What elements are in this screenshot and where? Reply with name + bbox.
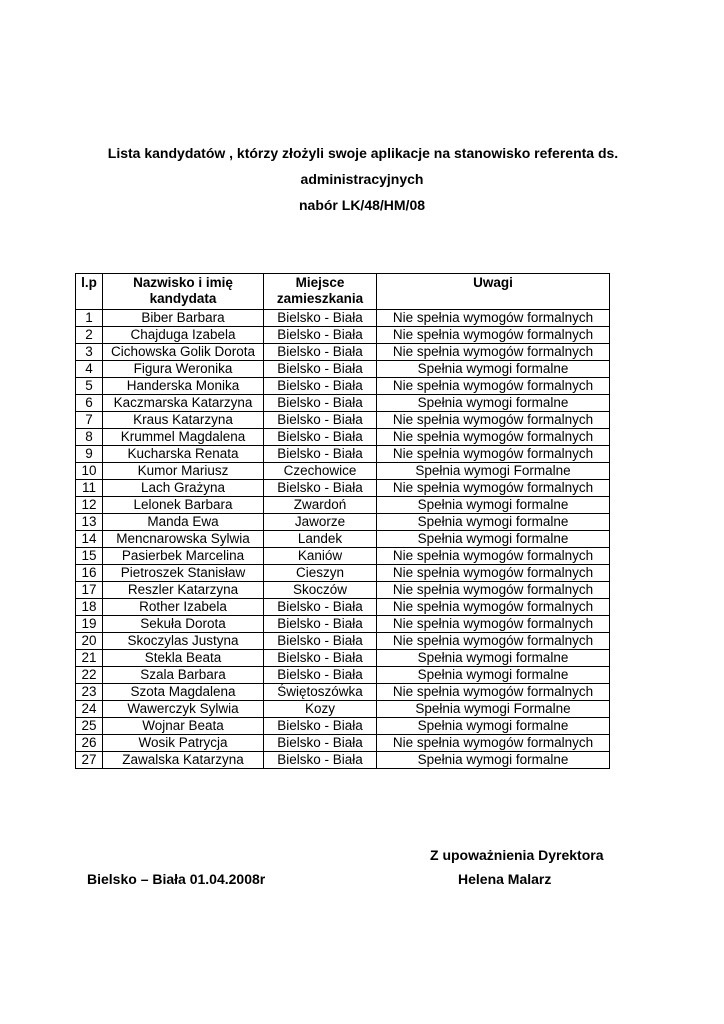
cell-notes: Spełnia wymogi Formalne (377, 463, 610, 480)
cell-place: Bielsko - Biała (264, 429, 377, 446)
authority-line: Z upoważnienia Dyrektora (430, 847, 604, 863)
cell-notes: Nie spełnia wymogów formalnych (377, 684, 610, 701)
cell-name: Lelonek Barbara (103, 497, 264, 514)
cell-name: Stekla Beata (103, 650, 264, 667)
cell-lp: 9 (76, 446, 103, 463)
cell-name: Mencnarowska Sylwia (103, 531, 264, 548)
cell-lp: 7 (76, 412, 103, 429)
cell-name: Kraus Katarzyna (103, 412, 264, 429)
table-row (76, 616, 610, 633)
cell-notes: Nie spełnia wymogów formalnych (377, 480, 610, 497)
cell-notes: Nie spełnia wymogów formalnych (377, 344, 610, 361)
cell-place: Bielsko - Biała (264, 752, 377, 769)
cell-lp: 2 (76, 327, 103, 344)
column-header-notes: Uwagi (377, 274, 610, 310)
cell-notes: Spełnia wymogi formalne (377, 667, 610, 684)
cell-lp: 1 (76, 310, 103, 327)
cell-lp: 23 (76, 684, 103, 701)
cell-name: Kucharska Renata (103, 446, 264, 463)
cell-place: Bielsko - Biała (264, 344, 377, 361)
cell-notes: Spełnia wymogi Formalne (377, 701, 610, 718)
cell-lp: 17 (76, 582, 103, 599)
cell-lp: 6 (76, 395, 103, 412)
cell-notes: Nie spełnia wymogów formalnych (377, 327, 610, 344)
table-row (76, 497, 610, 514)
cell-place: Bielsko - Biała (264, 327, 377, 344)
cell-name: Szala Barbara (103, 667, 264, 684)
cell-notes: Nie spełnia wymogów formalnych (377, 735, 610, 752)
cell-place: Bielsko - Biała (264, 633, 377, 650)
cell-place: Czechowice (264, 463, 377, 480)
table-row (76, 565, 610, 582)
table-row (76, 514, 610, 531)
table-row (76, 480, 610, 497)
cell-lp: 13 (76, 514, 103, 531)
cell-notes: Nie spełnia wymogów formalnych (377, 582, 610, 599)
cell-place: Świętoszówka (264, 684, 377, 701)
table-row (76, 395, 610, 412)
cell-notes: Nie spełnia wymogów formalnych (377, 310, 610, 327)
cell-name: Pietroszek Stanisław (103, 565, 264, 582)
table-row (76, 701, 610, 718)
cell-place: Bielsko - Biała (264, 667, 377, 684)
cell-lp: 21 (76, 650, 103, 667)
cell-notes: Spełnia wymogi formalne (377, 395, 610, 412)
table-row (76, 752, 610, 769)
table-row (76, 412, 610, 429)
cell-name: Reszler Katarzyna (103, 582, 264, 599)
cell-notes: Nie spełnia wymogów formalnych (377, 633, 610, 650)
cell-name: Lach Grażyna (103, 480, 264, 497)
cell-place: Bielsko - Biała (264, 378, 377, 395)
column-header-name: Nazwisko i imię kandydata (103, 274, 264, 310)
cell-place: Kozy (264, 701, 377, 718)
cell-place: Bielsko - Biała (264, 616, 377, 633)
cell-name: Zawalska Katarzyna (103, 752, 264, 769)
title-line-2: administracyjnych (300, 171, 424, 187)
cell-name: Manda Ewa (103, 514, 264, 531)
table-row (76, 633, 610, 650)
table-row (76, 378, 610, 395)
table-row (76, 344, 610, 361)
table-row (76, 429, 610, 446)
cell-place: Bielsko - Biała (264, 650, 377, 667)
table-row (76, 599, 610, 616)
table-row (76, 531, 610, 548)
cell-place: Bielsko - Biała (264, 395, 377, 412)
cell-place: Bielsko - Biała (264, 735, 377, 752)
cell-name: Cichowska Golik Dorota (103, 344, 264, 361)
cell-lp: 22 (76, 667, 103, 684)
cell-lp: 27 (76, 752, 103, 769)
cell-place: Bielsko - Biała (264, 412, 377, 429)
signature-block (430, 843, 660, 891)
column-header-place: Miejsce zamieszkania (264, 274, 377, 310)
cell-notes: Nie spełnia wymogów formalnych (377, 599, 610, 616)
cell-place: Bielsko - Biała (264, 718, 377, 735)
cell-name: Skoczylas Justyna (103, 633, 264, 650)
cell-notes: Nie spełnia wymogów formalnych (377, 429, 610, 446)
cell-lp: 24 (76, 701, 103, 718)
cell-notes: Nie spełnia wymogów formalnych (377, 548, 610, 565)
cell-name: Wojnar Beata (103, 718, 264, 735)
cell-place: Jaworze (264, 514, 377, 531)
cell-place: Cieszyn (264, 565, 377, 582)
table-row (76, 310, 610, 327)
table-row (76, 582, 610, 599)
cell-notes: Spełnia wymogi formalne (377, 752, 610, 769)
cell-lp: 14 (76, 531, 103, 548)
cell-notes: Nie spełnia wymogów formalnych (377, 616, 610, 633)
cell-name: Krummel Magdalena (103, 429, 264, 446)
cell-lp: 4 (76, 361, 103, 378)
cell-notes: Nie spełnia wymogów formalnych (377, 412, 610, 429)
table-row (76, 463, 610, 480)
table-row (76, 735, 610, 752)
cell-place: Zwardoń (264, 497, 377, 514)
candidates-table (75, 273, 610, 769)
cell-name: Handerska Monika (103, 378, 264, 395)
table-body (76, 310, 610, 769)
cell-lp: 16 (76, 565, 103, 582)
cell-place: Bielsko - Biała (264, 446, 377, 463)
cell-place: Bielsko - Biała (264, 599, 377, 616)
table-row (76, 548, 610, 565)
signatory-name: Helena Malarz (458, 871, 552, 887)
table-header-row (76, 274, 610, 310)
cell-place: Landek (264, 531, 377, 548)
cell-notes: Spełnia wymogi formalne (377, 514, 610, 531)
title-line-3: nabór LK/48/HM/08 (298, 197, 426, 213)
cell-lp: 11 (76, 480, 103, 497)
table-row (76, 684, 610, 701)
cell-notes: Nie spełnia wymogów formalnych (377, 565, 610, 582)
cell-notes: Spełnia wymogi formalne (377, 497, 610, 514)
cell-place: Skoczów (264, 582, 377, 599)
cell-name: Chajduga Izabela (103, 327, 264, 344)
table-row (76, 650, 610, 667)
cell-lp: 8 (76, 429, 103, 446)
cell-lp: 18 (76, 599, 103, 616)
cell-place: Bielsko - Biała (264, 361, 377, 378)
table-row (76, 327, 610, 344)
cell-name: Wawerczyk Sylwia (103, 701, 264, 718)
cell-place: Kaniów (264, 548, 377, 565)
cell-lp: 12 (76, 497, 103, 514)
cell-name: Biber Barbara (103, 310, 264, 327)
cell-name: Rother Izabela (103, 599, 264, 616)
table-row (76, 446, 610, 463)
cell-lp: 19 (76, 616, 103, 633)
column-header-lp: l.p (76, 274, 103, 310)
cell-lp: 25 (76, 718, 103, 735)
cell-notes: Nie spełnia wymogów formalnych (377, 446, 610, 463)
cell-notes: Spełnia wymogi formalne (377, 531, 610, 548)
cell-name: Kumor Mariusz (103, 463, 264, 480)
cell-place: Bielsko - Biała (264, 480, 377, 497)
cell-place: Bielsko - Biała (264, 310, 377, 327)
cell-name: Szota Magdalena (103, 684, 264, 701)
place-date: Bielsko – Biała 01.04.2008r (87, 871, 266, 887)
cell-name: Pasierbek Marcelina (103, 548, 264, 565)
document-title (0, 140, 724, 218)
cell-notes: Spełnia wymogi formalne (377, 361, 610, 378)
cell-lp: 5 (76, 378, 103, 395)
table-row (76, 361, 610, 378)
cell-notes: Spełnia wymogi formalne (377, 650, 610, 667)
cell-lp: 3 (76, 344, 103, 361)
cell-lp: 15 (76, 548, 103, 565)
table-row (76, 667, 610, 684)
table-row (76, 718, 610, 735)
cell-name: Kaczmarska Katarzyna (103, 395, 264, 412)
cell-lp: 20 (76, 633, 103, 650)
cell-name: Wosik Patrycja (103, 735, 264, 752)
cell-notes: Spełnia wymogi formalne (377, 718, 610, 735)
cell-notes: Nie spełnia wymogów formalnych (377, 378, 610, 395)
cell-name: Sekuła Dorota (103, 616, 264, 633)
title-line-1: Lista kandydatów , którzy złożyli swoje aplikacje na stanowisko referenta ds. (107, 145, 619, 161)
cell-name: Figura Weronika (103, 361, 264, 378)
cell-lp: 26 (76, 735, 103, 752)
cell-lp: 10 (76, 463, 103, 480)
